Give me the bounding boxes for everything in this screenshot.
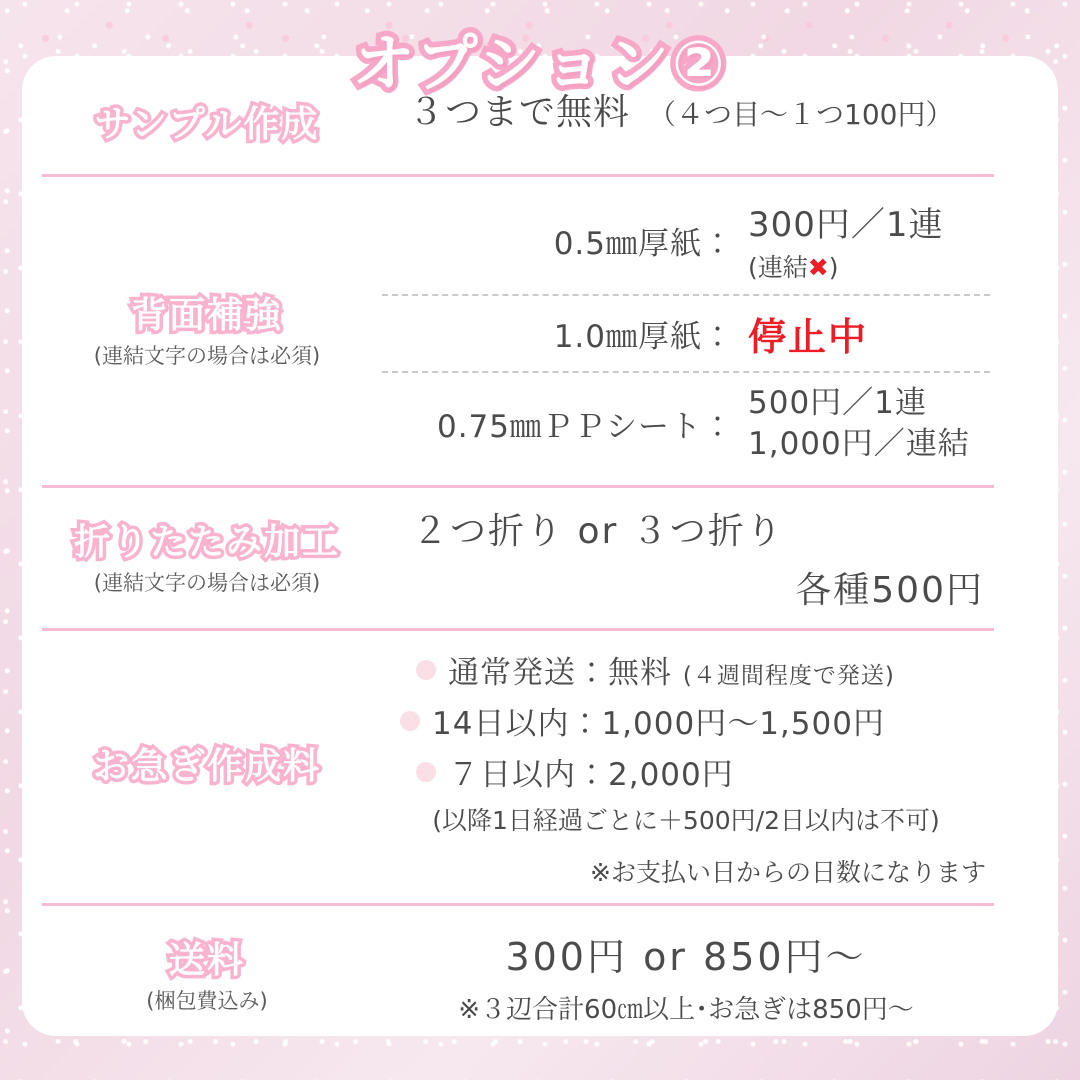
backing-10mm-value	[748, 306, 986, 361]
backing-pp-value	[748, 383, 986, 465]
row-value-shipping	[372, 906, 994, 1046]
label-shipping-note: (梱包費込み)	[146, 988, 268, 1013]
row-label-shipping	[42, 906, 372, 1046]
sample-price-main: ３つまで無料	[408, 92, 631, 133]
backing-pp-price-linked: 1,000円／連結	[748, 425, 970, 462]
label-folding-note: (連結文字の場合は必須)	[93, 570, 321, 595]
backing-05mm-value	[748, 197, 986, 284]
backing-05mm-note-prefix: (連結	[748, 253, 808, 282]
rush-payment-note: ※お支払い日からの日数になります	[590, 858, 986, 888]
rush-additional-note: (以降1日経過ごとに＋500円/2日以内は不可)	[432, 806, 940, 836]
label-backing-note: (連結文字の場合は必須)	[93, 343, 321, 368]
table-row-shipping	[42, 906, 994, 1046]
sample-price-sub: （４つ目〜１つ100円）	[648, 98, 954, 131]
x-mark-icon: ✖	[807, 253, 829, 282]
page-title: オプション②	[352, 27, 728, 100]
rush-7days-text: ７日以内：2,000円	[448, 757, 734, 794]
status-badge-stopped: 停止中	[748, 315, 869, 359]
backing-05mm-note-suffix: )	[828, 253, 839, 282]
shipping-note: ※３辺合計60㎝以上･お急ぎは850円〜	[458, 994, 914, 1025]
backing-pp-key: 0.75㎜ＰＰシート：	[436, 409, 734, 446]
row-label-rush	[42, 631, 372, 903]
backing-item-pp	[382, 371, 990, 475]
table-row-rush	[42, 631, 994, 906]
backing-item-05mm	[382, 187, 990, 294]
row-value-rush	[372, 631, 994, 903]
backing-10mm-key: 1.0㎜厚紙：	[553, 319, 734, 355]
rush-normal-text	[448, 647, 895, 692]
label-shipping-text: 送料	[168, 939, 245, 981]
table-row-backing	[42, 177, 994, 488]
title-container	[0, 14, 1080, 103]
backing-05mm-price: 300円／1連	[748, 205, 944, 245]
backing-pp-price-single: 500円／1連	[748, 385, 927, 421]
row-label-folding	[42, 488, 372, 628]
rush-item-7days	[382, 749, 990, 794]
label-backing-text: 背面補強	[130, 294, 283, 336]
rush-item-normal	[382, 647, 990, 692]
label-rush-text: お急ぎ作成料	[92, 746, 321, 788]
backing-05mm-key: 0.5㎜厚紙：	[553, 226, 734, 262]
table-row-folding	[42, 488, 994, 631]
rush-14days-text: 14日以内：1,000円〜1,500円	[432, 706, 885, 743]
label-folding-text: 折りたたみ加工	[73, 521, 340, 563]
backing-item-10mm	[382, 294, 990, 371]
bullet-dot-icon	[416, 762, 436, 782]
label-sample-text: サンプル作成	[94, 103, 320, 145]
bullet-dot-icon	[416, 660, 436, 680]
rush-item-14days	[382, 698, 990, 743]
row-value-backing	[372, 177, 994, 485]
shipping-price: 300円 or 850円〜	[505, 934, 867, 979]
rush-normal-main: 通常発送：無料	[448, 655, 672, 692]
folding-types: ２つ折り or ３つ折り	[412, 510, 784, 552]
bullet-dot-icon	[400, 711, 420, 731]
rush-normal-note: (４週間程度で発送)	[682, 663, 895, 690]
row-value-folding	[372, 488, 994, 628]
folding-price: 各種500円	[795, 569, 984, 611]
options-table	[42, 74, 994, 1046]
backing-05mm-note	[748, 248, 986, 284]
row-label-backing	[42, 177, 372, 485]
